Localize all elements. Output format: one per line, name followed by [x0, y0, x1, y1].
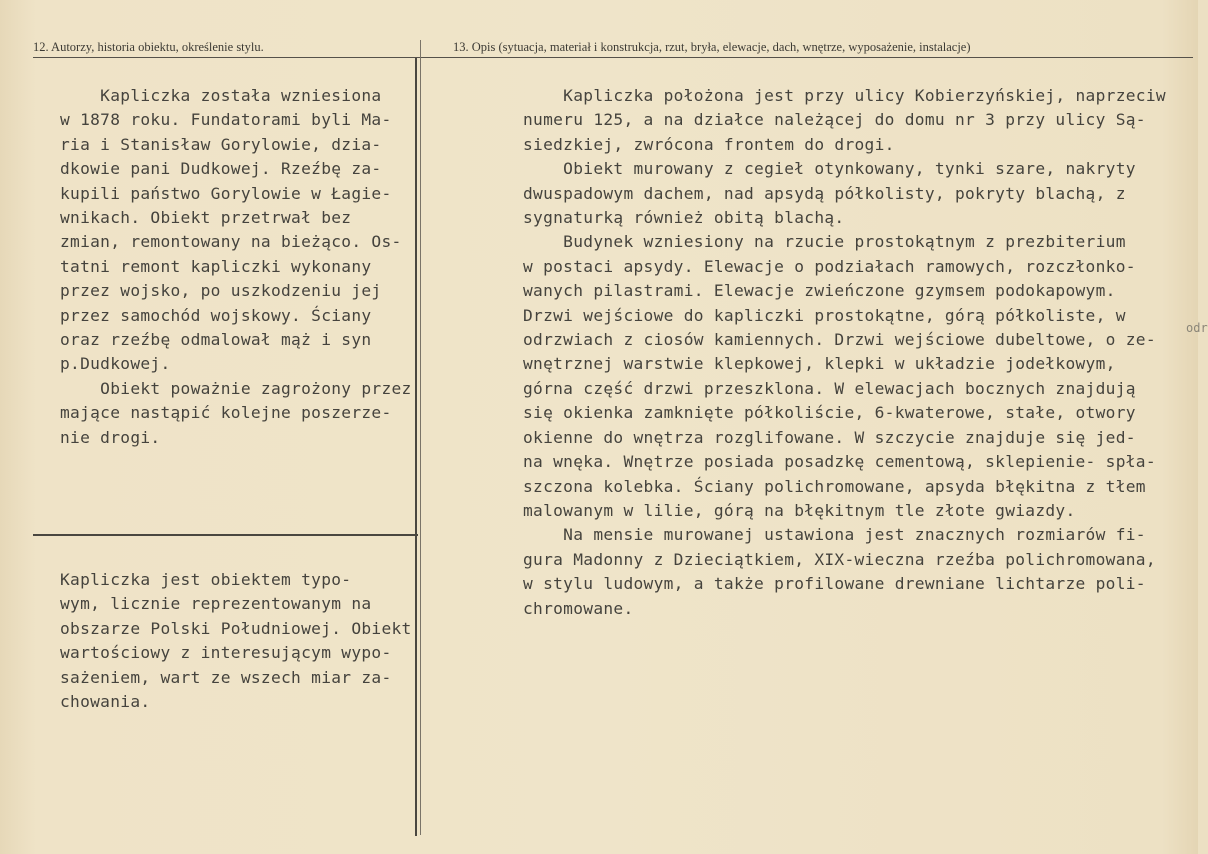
evaluation-text [60, 568, 412, 714]
top-rule [33, 57, 1193, 58]
text-line: mające nastąpić kolejne poszerze- [60, 403, 392, 423]
text-line: przez samochód wojskowy. Ściany [60, 305, 372, 325]
text-line: siedzkiej, zwrócona frontem do drogi. [523, 134, 895, 154]
text-line: Kapliczka położona jest przy ulicy Kobierzyńskiej, naprzeciw [523, 86, 1166, 105]
text-line: przez wojsko, po uszkodzeniu jej [60, 281, 382, 301]
text-line: malowanym w lilie, górą na błękitnym tle złote gwiazdy. [523, 500, 1076, 520]
text-line: chowania. [60, 692, 151, 712]
text-line: okienne do wnętrza rozglifowane. W szczycie znajduje się jed- [523, 427, 1136, 447]
text-line: dkowie pani Dudkowej. Rzeźbę za- [60, 159, 382, 179]
text-line: wnętrznej warstwie klepkowej, klepki w układzie jodełkowym, [523, 354, 1116, 374]
section-13-heading: 13. Opis (sytuacja, materiał i konstrukcja, rzut, bryła, elewacje, dach, wnętrze, wyposażenie, instalacje) [453, 40, 971, 54]
text-line: nie drogi. [60, 427, 161, 447]
text-line: Obiekt poważnie zagrożony przez [60, 378, 412, 398]
text-line: dwuspadowym dachem, nad apsydą półkolisty, pokryty blachą, z [523, 183, 1126, 203]
text-line: Kapliczka została wzniesiona [60, 86, 382, 105]
faint-edge-fragment: odr [1186, 321, 1208, 335]
text-line: w stylu ludowym, a także profilowane drewniane lichtarze poli- [523, 574, 1146, 594]
text-line: się okienka zamknięte półkoliście, 6-kwaterowe, stałe, otwory [523, 403, 1136, 423]
text-line: chromowane. [523, 598, 634, 618]
text-line: tatni remont kapliczki wykonany [60, 256, 372, 276]
text-line: zmian, remontowany na bieżąco. Os- [60, 232, 402, 252]
column-divider [415, 58, 417, 836]
text-line: oraz rzeźbę odmalował mąż i syn [60, 330, 372, 350]
text-line: ria i Stanisław Gorylowie, dzia- [60, 134, 382, 154]
text-line: Obiekt murowany z cegieł otynkowany, tynki szare, nakryty [523, 159, 1136, 179]
text-line: wartościowy z interesującym wypo- [60, 643, 392, 663]
text-line: w postaci apsydy. Elewacje o podziałach ramowych, rozczłonko- [523, 256, 1136, 276]
text-line: p.Dudkowej. [60, 354, 171, 374]
description-text [523, 84, 1166, 621]
text-line: Drzwi wejściowe do kapliczki prostokątne, górą półkoliste, w [523, 305, 1136, 325]
text-line: numeru 125, a na działce należącej do domu nr 3 przy ulicy Są- [523, 110, 1146, 130]
history-text [60, 84, 412, 450]
text-line: obszarze Polski Południowej. Obiekt [60, 618, 412, 638]
text-line: Na mensie murowanej ustawiona jest znacznych rozmiarów fi- [523, 525, 1146, 545]
text-line: gura Madonny z Dzieciątkiem, XIX-wieczna rzeźba polichromowana, [523, 549, 1156, 569]
text-line: sygnaturką również obitą blachą. [523, 208, 845, 228]
text-line: Budynek wzniesiony na rzucie prostokątnym z prezbiterium [523, 232, 1126, 252]
text-line: odrzwiach z ciosów kamiennych. Drzwi wejściowe dubeltowe, o ze- [523, 330, 1156, 350]
text-line: szczona kolebka. Ściany polichromowane, apsyda błękitna z tłem [523, 476, 1146, 496]
text-line: wanych pilastrami. Elewacje zwieńczone gzymsem podokapowym. [523, 281, 1116, 301]
column-divider-faint [420, 40, 421, 835]
text-line: sażeniem, wart ze wszech miar za- [60, 667, 392, 687]
text-line: górna część drzwi przeszklona. W elewacjach bocznych znajdują [523, 378, 1136, 398]
text-line: wnikach. Obiekt przetrwał bez [60, 208, 352, 228]
text-line: wym, licznie reprezentowanym na [60, 594, 372, 614]
text-line: w 1878 roku. Fundatorami byli Ma- [60, 110, 392, 130]
section-divider-rule [33, 534, 418, 536]
text-line: Kapliczka jest obiektem typo- [60, 570, 352, 589]
text-line: kupili państwo Gorylowie w Łagie- [60, 183, 392, 203]
section-12-heading: 12. Autorzy, historia obiektu, określenie stylu. [33, 40, 264, 54]
text-line: na wnęka. Wnętrze posiada posadzkę cementową, sklepienie- spła- [523, 452, 1156, 472]
